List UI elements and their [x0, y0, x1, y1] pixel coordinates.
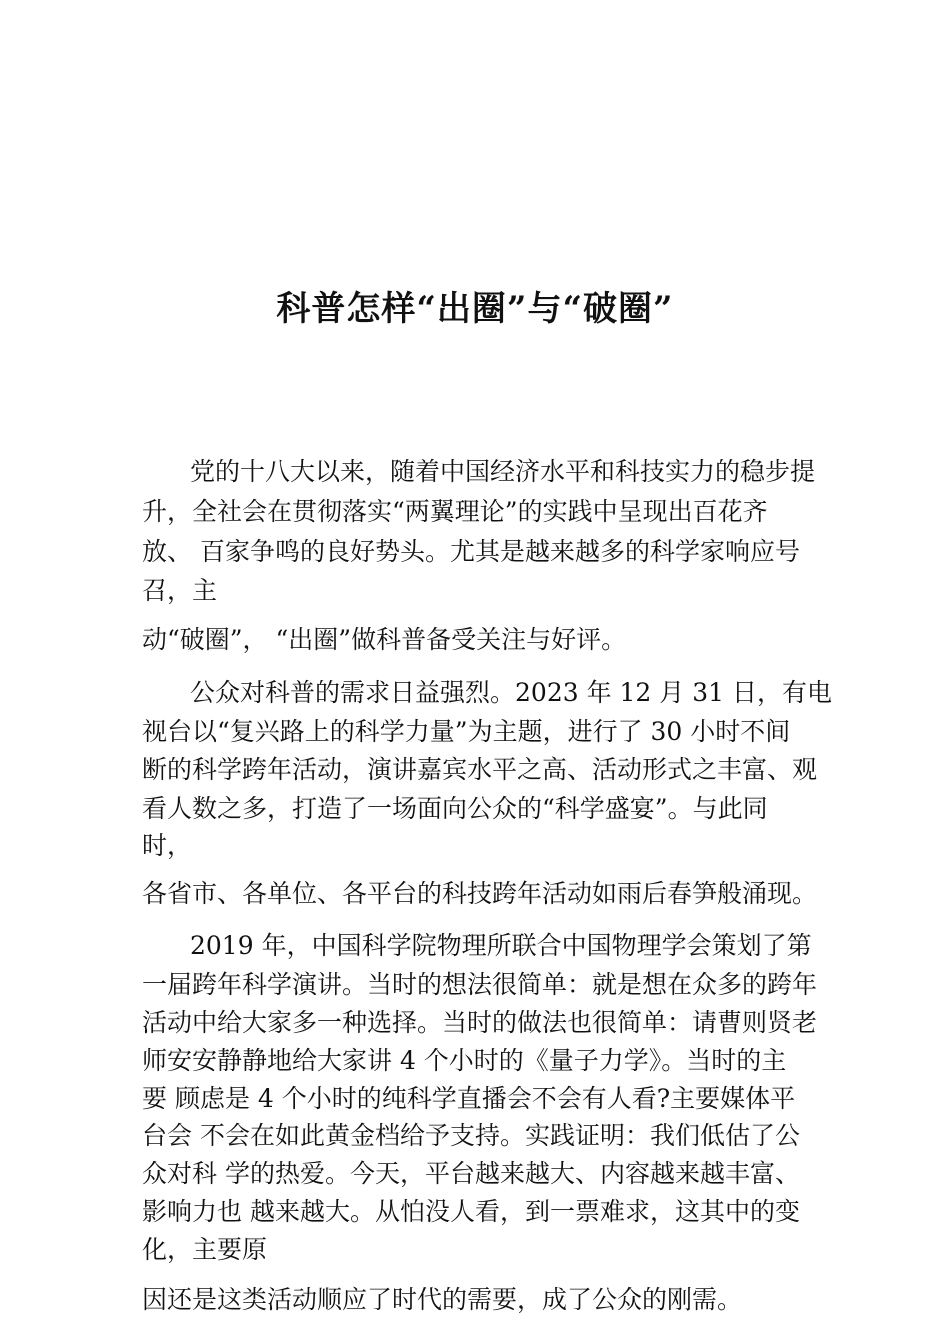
paragraph-3-line-2: 视台以“复兴路上的科学力量”为主题，进行了 30 小时不间	[142, 717, 791, 746]
paragraph-1-line-2: 升，全社会在贯彻落实“两翼理论”的实践中呈现出百花齐	[142, 497, 768, 526]
paragraph-5-line-2: 一届跨年科学演讲。当时的想法很简单：就是想在众多的跨年	[142, 970, 818, 999]
paragraph-5-line-3: 活动中给大家多一种选择。当时的做法也很简单：请曹则贤老	[142, 1008, 818, 1037]
paragraph-6-line-1: 因还是这类活动顺应了时代的需要，成了公众的刚需。	[142, 1285, 743, 1314]
paragraph-3-line-1: 公众对科普的需求日益强烈。2023 年 12 月 31 日，有电	[190, 678, 832, 707]
paragraph-1-line-1: 党的十八大以来，随着中国经济水平和科技实力的稳步提	[190, 457, 816, 486]
paragraph-5-line-9: 化，主要原	[142, 1235, 268, 1264]
paragraph-3-line-5: 时，	[142, 831, 193, 860]
paragraph-5-line-4: 师安安静静地给大家讲 4 个小时的《量子力学》。当时的主	[142, 1046, 787, 1075]
paragraph-5-line-1: 2019 年，中国科学院物理所联合中国物理学会策划了第	[190, 931, 812, 960]
paragraph-5-line-5: 要 顾虑是 4 个小时的纯科学直播会不会有人看?主要媒体平	[142, 1084, 796, 1113]
paragraph-3-line-3: 断的科学跨年活动，演讲嘉宾水平之高、活动形式之丰富、观	[142, 755, 818, 784]
paragraph-2-line-1: 动“破圈”， “出圈”做科普备受关注与好评。	[142, 625, 627, 654]
paragraph-1-line-4: 召，主	[142, 576, 218, 605]
paragraph-4-line-1: 各省市、各单位、各平台的科技跨年活动如雨后春笋般涌现。	[142, 879, 818, 908]
paragraph-5-line-8: 影响力也 越来越大。从怕没人看，到一票难求，这其中的变	[142, 1197, 800, 1226]
paragraph-1-line-3: 放、 百家争鸣的良好势头。尤其是越来越多的科学家响应号	[142, 537, 800, 566]
paragraph-5-line-6: 台会 不会在如此黄金档给予支持。实践证明：我们低估了公	[142, 1121, 800, 1150]
document-title: 科普怎样“出圈”与“破圈”	[276, 289, 674, 329]
paragraph-3-line-4: 看人数之多，打造了一场面向公众的“科学盛宴”。与此同	[142, 794, 768, 823]
paragraph-5-line-7: 众对科 学的热爱。今天，平台越来越大、内容越来越丰富、	[142, 1159, 800, 1188]
